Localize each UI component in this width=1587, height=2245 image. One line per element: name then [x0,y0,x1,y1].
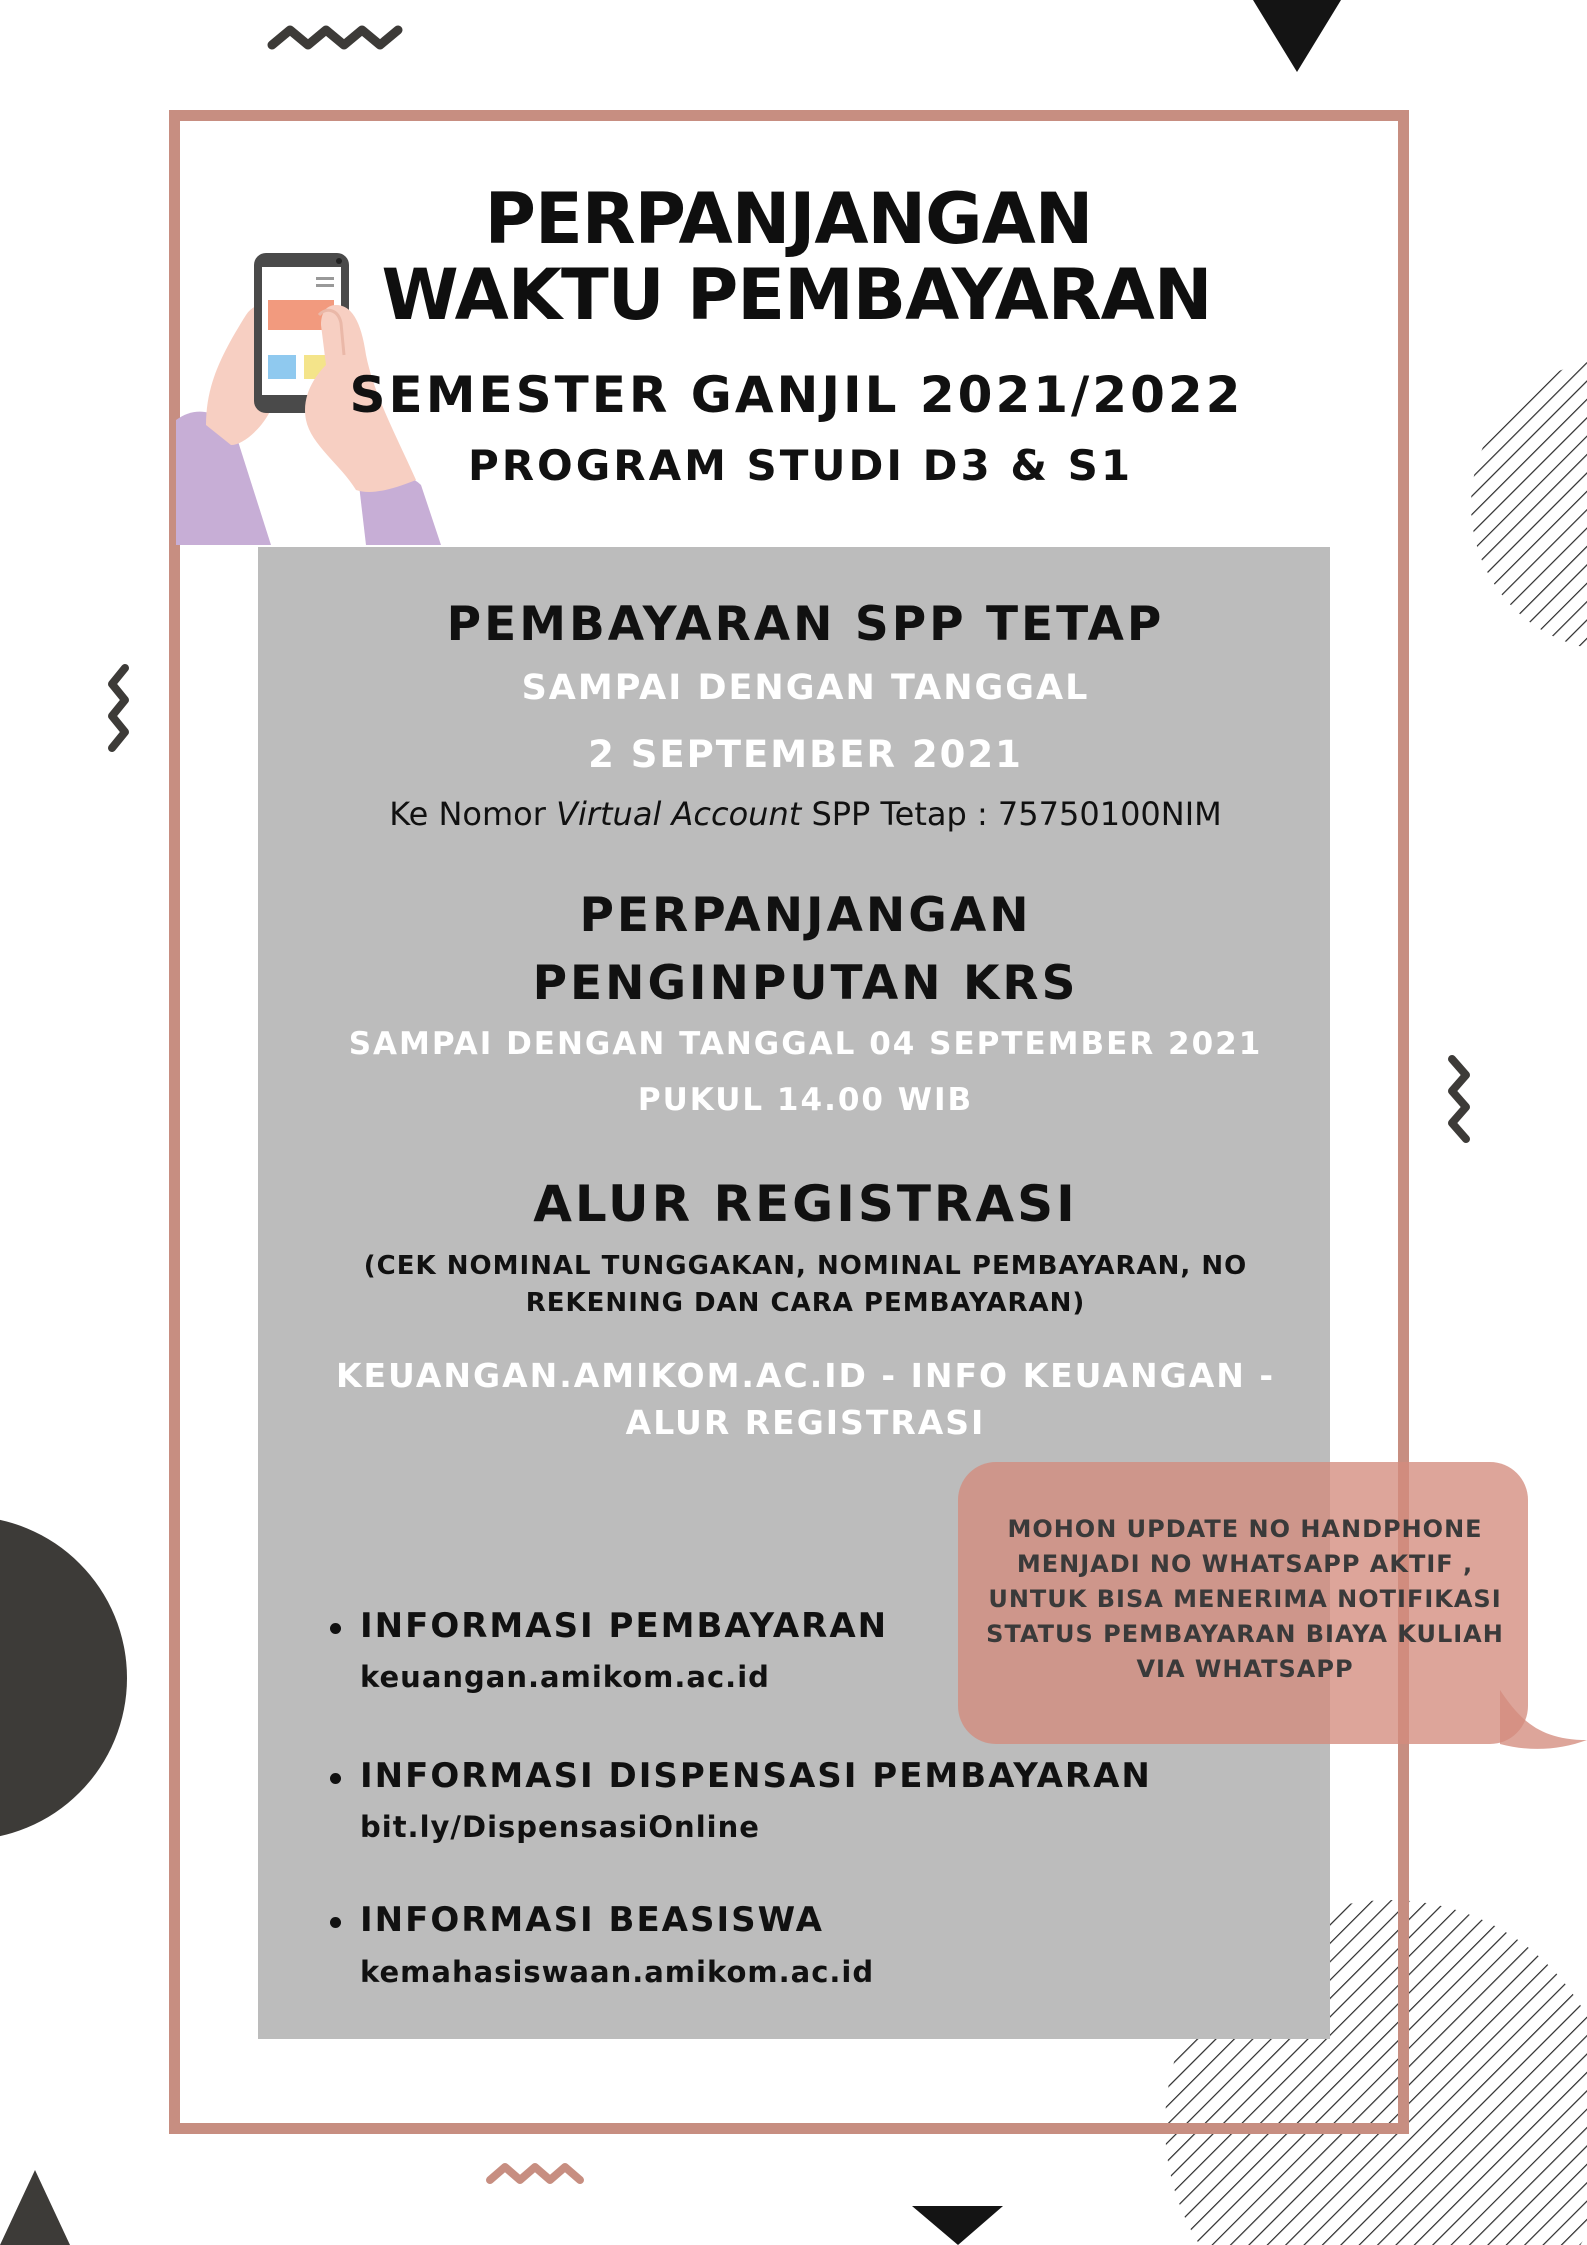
title-line-1: PERPANJANGAN [484,178,1093,260]
notice-line: MOHON UPDATE NO HANDPHONE [1007,1515,1483,1543]
info-title-dispensation: INFORMASI DISPENSASI PEMBAYARAN [360,1756,1152,1796]
semester-label: SEMESTER GANJIL 2021/2022 [349,366,1244,424]
notice-text [975,1512,1515,1687]
alur-heading: ALUR REGISTRASI [533,1175,1078,1233]
spp-date: 2 SEPTEMBER 2021 [588,733,1023,776]
krs-until-date: SAMPAI DENGAN TANGGAL 04 SEPTEMBER 2021 [348,1026,1263,1062]
program-label: PROGRAM STUDI D3 & S1 [467,441,1134,490]
virtual-account-line [12,795,1587,833]
zigzag-top [272,30,398,45]
va-prefix: Ke Nomor [389,795,557,833]
info-link-payment[interactable]: keuangan.amikom.ac.id [360,1660,770,1694]
notice-line: UNTUK BISA MENERIMA NOTIFIKASI [988,1585,1502,1613]
krs-time: PUKUL 14.00 WIB [637,1082,974,1118]
dark-circle-left [0,1516,127,1840]
bullet-dot [330,1917,341,1928]
spp-heading: PEMBAYARAN SPP TETAP [446,597,1165,652]
triangle-bottom-left [0,2170,70,2245]
va-suffix: SPP Tetap : 75750100NIM [801,795,1222,833]
info-title-payment: INFORMASI PEMBAYARAN [360,1606,889,1646]
alur-note-line-2: REKENING DAN CARA PEMBAYARAN) [525,1288,1086,1318]
bullet-dot [330,1773,341,1784]
krs-heading-line-2: PENGINPUTAN KRS [532,956,1079,1011]
zigzag-bottom [490,2167,580,2180]
title-line-2: WAKTU PEMBAYARAN [381,254,1212,336]
info-title-scholarship: INFORMASI BEASISWA [360,1900,824,1940]
info-link-scholarship[interactable]: kemahasiswaan.amikom.ac.id [360,1955,875,1989]
notice-line: STATUS PEMBAYARAN BIAYA KULIAH [986,1620,1504,1648]
info-link-dispensation[interactable]: bit.ly/DispensasiOnline [360,1810,760,1844]
notice-bubble-tail [1500,1680,1587,1760]
spp-until-label: SAMPAI DENGAN TANGGAL [521,668,1090,708]
bullet-dot [330,1623,341,1634]
alur-path-line-2: ALUR REGISTRASI [625,1403,986,1442]
triangle-bottom-center [912,2206,1003,2245]
alur-path-line-1: KEUANGAN.AMIKOM.AC.ID - INFO KEUANGAN - [335,1356,1276,1395]
triangle-top-right [1253,0,1341,72]
alur-note-line-1: (CEK NOMINAL TUNGGAKAN, NOMINAL PEMBAYARAN, NO [363,1251,1248,1281]
va-italic: Virtual Account [556,795,802,833]
krs-heading-line-1: PERPANJANGAN [579,888,1032,943]
notice-line: VIA WHATSAPP [1136,1655,1354,1683]
notice-line: MENJADI NO WHATSAPP AKTIF , [1016,1550,1474,1578]
